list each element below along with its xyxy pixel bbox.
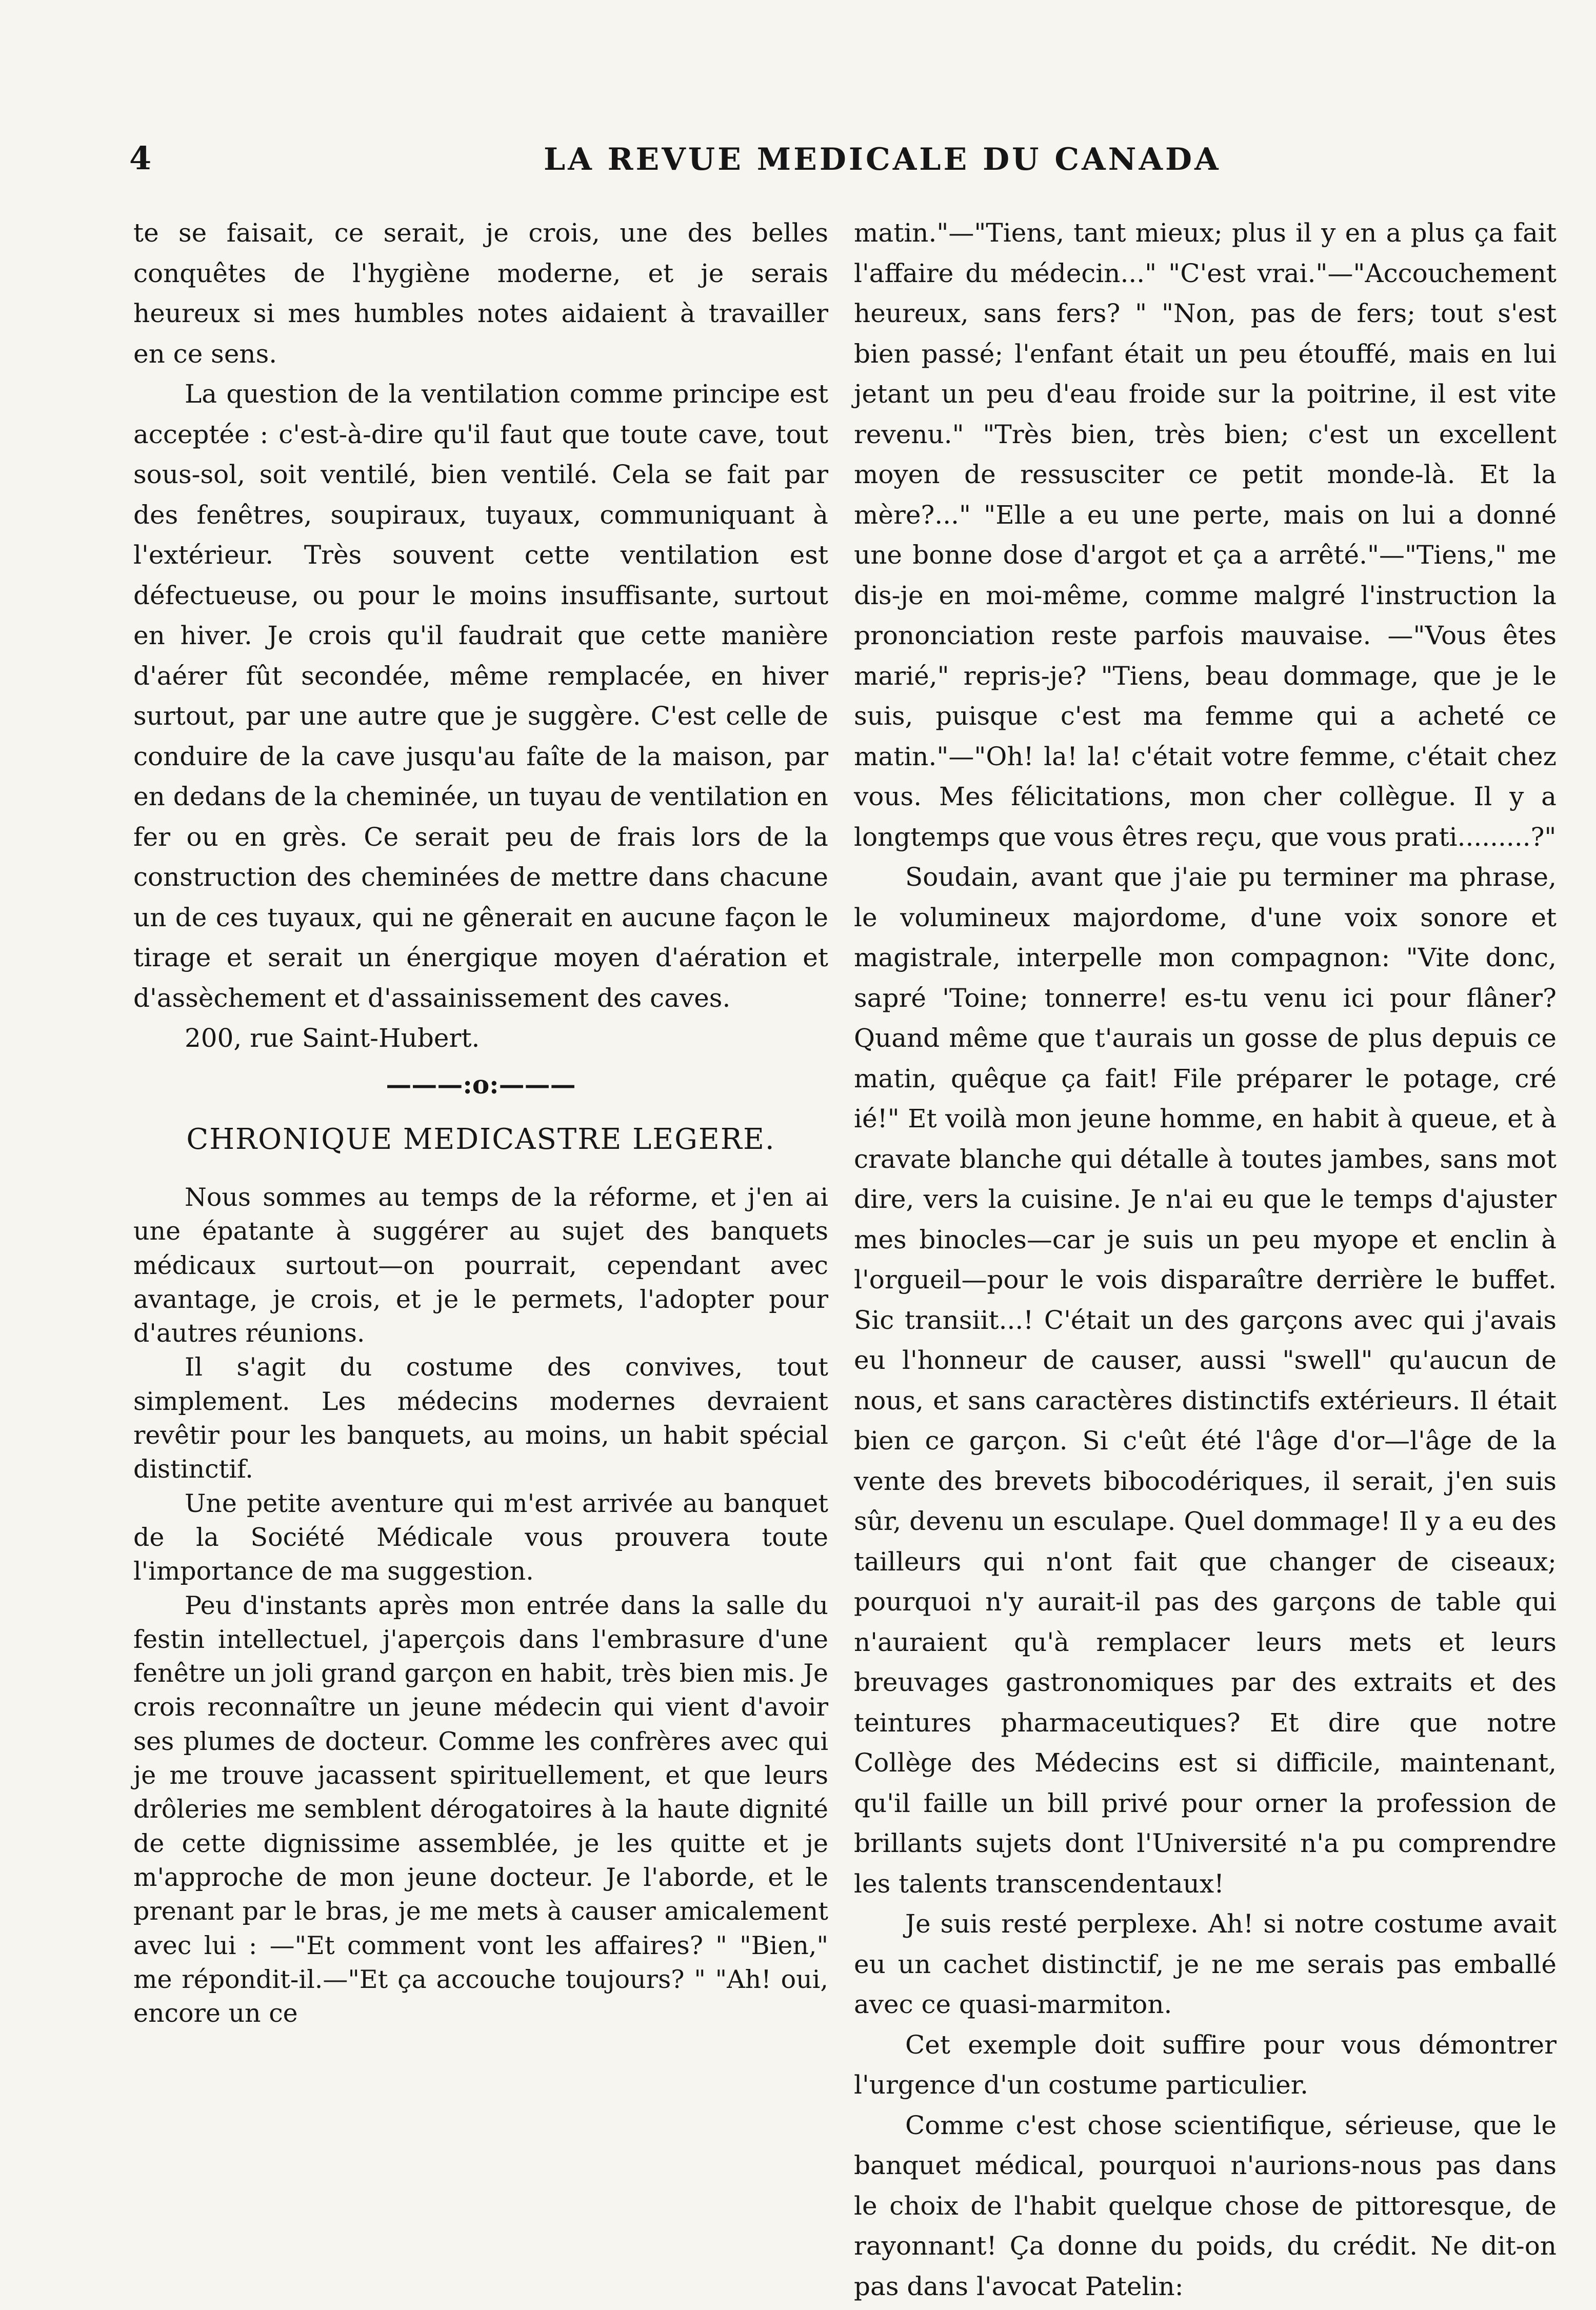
paragraph: te se faisait, ce serait, je crois, une des belles conquêtes de l'hygiène moderne, et je serais heureux si mes humbles notes aidaient à travailler en ce sens.	[133, 218, 828, 369]
author-address: 200, rue Saint-Hubert.	[185, 1023, 480, 1053]
paragraph: Soudain, avant que j'aie pu terminer ma phrase, le volumineux majordome, d'une voix sonore et magistrale, interpelle mon compagnon: "Vite donc, sapré 'Toine; tonnerre! es-tu venu ici pour flâner? Quand même que t'aurais un gosse de plus depuis ce matin, quêque ça fait! File préparer le potage, cré ié!" Et voilà mon jeune homme, en habit à queue, et à cravate blanche qui détalle à toutes jambes, sans mot dire, vers la cuisine. Je n'ai eu que le temps d'ajuster mes binocles—car je suis un peu myope et enclin à l'orgueil—pour le vois disparaître derrière le buffet. Sic transiit...! C'était un des garçons avec qui j'avais eu l'honneur de causer, aussi "swell" qu'aucun de nous, et sans caractères distinctifs extérieurs. Il était bien ce garçon. Si c'eût été l'âge d'or—l'âge de la vente des brevets bibocodériques, il serait, j'en suis sûr, devenu un esculape. Quel dommage! Il y a eu des tailleurs qui n'ont fait que changer de ciseaux; pourquoi n'y aurait-il pas des garçons de table qui n'auraient qu'à remplacer leurs mets et leurs breuvages gastronomiques par des extraits et des teintures pharmaceutiques? Et dire que notre Collège des Médecins est si difficile, maintenant, qu'il faille un bill privé pour orner la profession de brillants sujets dont l'Université n'a pu comprendre les talents transcendentaux!	[854, 862, 1557, 1899]
paragraph: Comme c'est chose scientifique, sérieuse, que le banquet médical, pourquoi n'aurions-nous pas dans le choix de l'habit quelque chose de pittoresque, de rayonnant! Ça donne du poids, du crédit. Ne dit-on pas dans l'avocat Patelin:	[854, 2110, 1557, 2301]
left-column	[133, 213, 828, 2030]
section-title: CHRONIQUE MEDICASTRE LEGERE.	[186, 1123, 775, 1156]
paragraph: La question de la ventilation comme principe est acceptée : c'est-à-dire qu'il faut que toute cave, tout sous-sol, soit ventilé, bien ventilé. Cela se fait par des fenêtres, soupiraux, tuyaux, communiquant à l'extérieur. Très souvent cette ventilation est défectueuse, ou pour le moins insuffisante, surtout en hiver. Je crois qu'il faudrait que cette manière d'aérer fût secondée, même remplacée, en hiver surtout, par une autre que je suggère. C'est celle de conduire de la cave jusqu'au faîte de la maison, par en dedans de la cheminée, un tuyau de ventilation en fer ou en grès. Ce serait peu de frais lors de la construction des cheminées de mettre dans chacune un de ces tuyaux, qui ne gênerait en aucune façon le tirage et serait un énergique moyen d'aération et d'assèchement et d'assainissement des caves.	[133, 379, 828, 1013]
article-body	[133, 1181, 828, 2030]
paragraph: matin."—"Tiens, tant mieux; plus il y en a plus ça fait l'affaire du médecin..." "C'est vrai."—"Accouchement heureux, sans fers? " "Non, pas de fers; tout s'est bien passé; l'enfant était un peu étouffé, mais en lui jetant un peu d'eau froide sur la poitrine, il est vite revenu." "Très bien, très bien; c'est un excellent moyen de ressusciter ce petit monde-là. Et la mère?..." "Elle a eu une perte, mais on lui a donné une bonne dose d'argot et ça a arrêté."—"Tiens," me dis-je en moi-même, comme malgré l'instruction la prononciation reste parfois mauvaise. —"Vous êtes marié," repris-je? "Tiens, beau dommage, que je le suis, puisque c'est ma femme qui a acheté ce matin."—"Oh! la! la! c'était votre femme, c'était chez vous. Mes félicitations, mon cher collègue. Il y a longtemps que vous êtres reçu, que vous prati.........?"	[854, 218, 1557, 852]
paragraph: Je suis resté perplexe. Ah! si notre costume avait eu un cachet distinctif, je ne me serais pas emballé avec ce quasi-marmiton.	[854, 1909, 1557, 2019]
paragraph: Nous sommes au temps de la réforme, et j'en ai une épatante à suggérer au sujet des banquets médicaux surtout—on pourrait, cependant avec avantage, je crois, et je le permets, l'adopter pour d'autres réunions.	[133, 1183, 828, 1348]
journal-title: LA REVUE MEDICALE DU CANADA	[544, 142, 1221, 177]
right-column	[854, 213, 1557, 2306]
running-head	[0, 140, 1596, 186]
paragraph: Cet exemple doit suffire pour vous démontrer l'urgence d'un costume particulier.	[854, 2029, 1557, 2100]
paragraph: Peu d'instants après mon entrée dans la salle du festin intellectuel, j'aperçois dans l'embrasure d'une fenêtre un joli grand garçon en habit, très bien mis. Je crois reconnaître un jeune médecin qui vient d'avoir ses plumes de docteur. Comme les confrères avec qui je me trouve jacassent spirituellement, et que leurs drôleries me semblent dérogatoires à la haute dignité de cette dignissime assemblée, je les quitte et je m'approche de mon jeune docteur. Je l'aborde, et le prenant par le bras, je me mets à causer amicalement avec lui : —"Et comment vont les affaires? " "Bien," me répondit-il.—"Et ça accouche toujours? " "Ah! oui, encore un ce	[133, 1590, 828, 2028]
section-separator: ———:o:———	[386, 1069, 576, 1100]
paragraph: Il s'agit du costume des convives, tout simplement. Les médecins modernes devraient revêtir pour les banquets, au moins, un habit spécial distinctif.	[133, 1352, 828, 1484]
paragraph: Une petite aventure qui m'est arrivée au banquet de la Société Médicale vous prouvera toute l'importance de ma suggestion.	[133, 1488, 828, 1586]
page-number: 4	[129, 140, 152, 177]
